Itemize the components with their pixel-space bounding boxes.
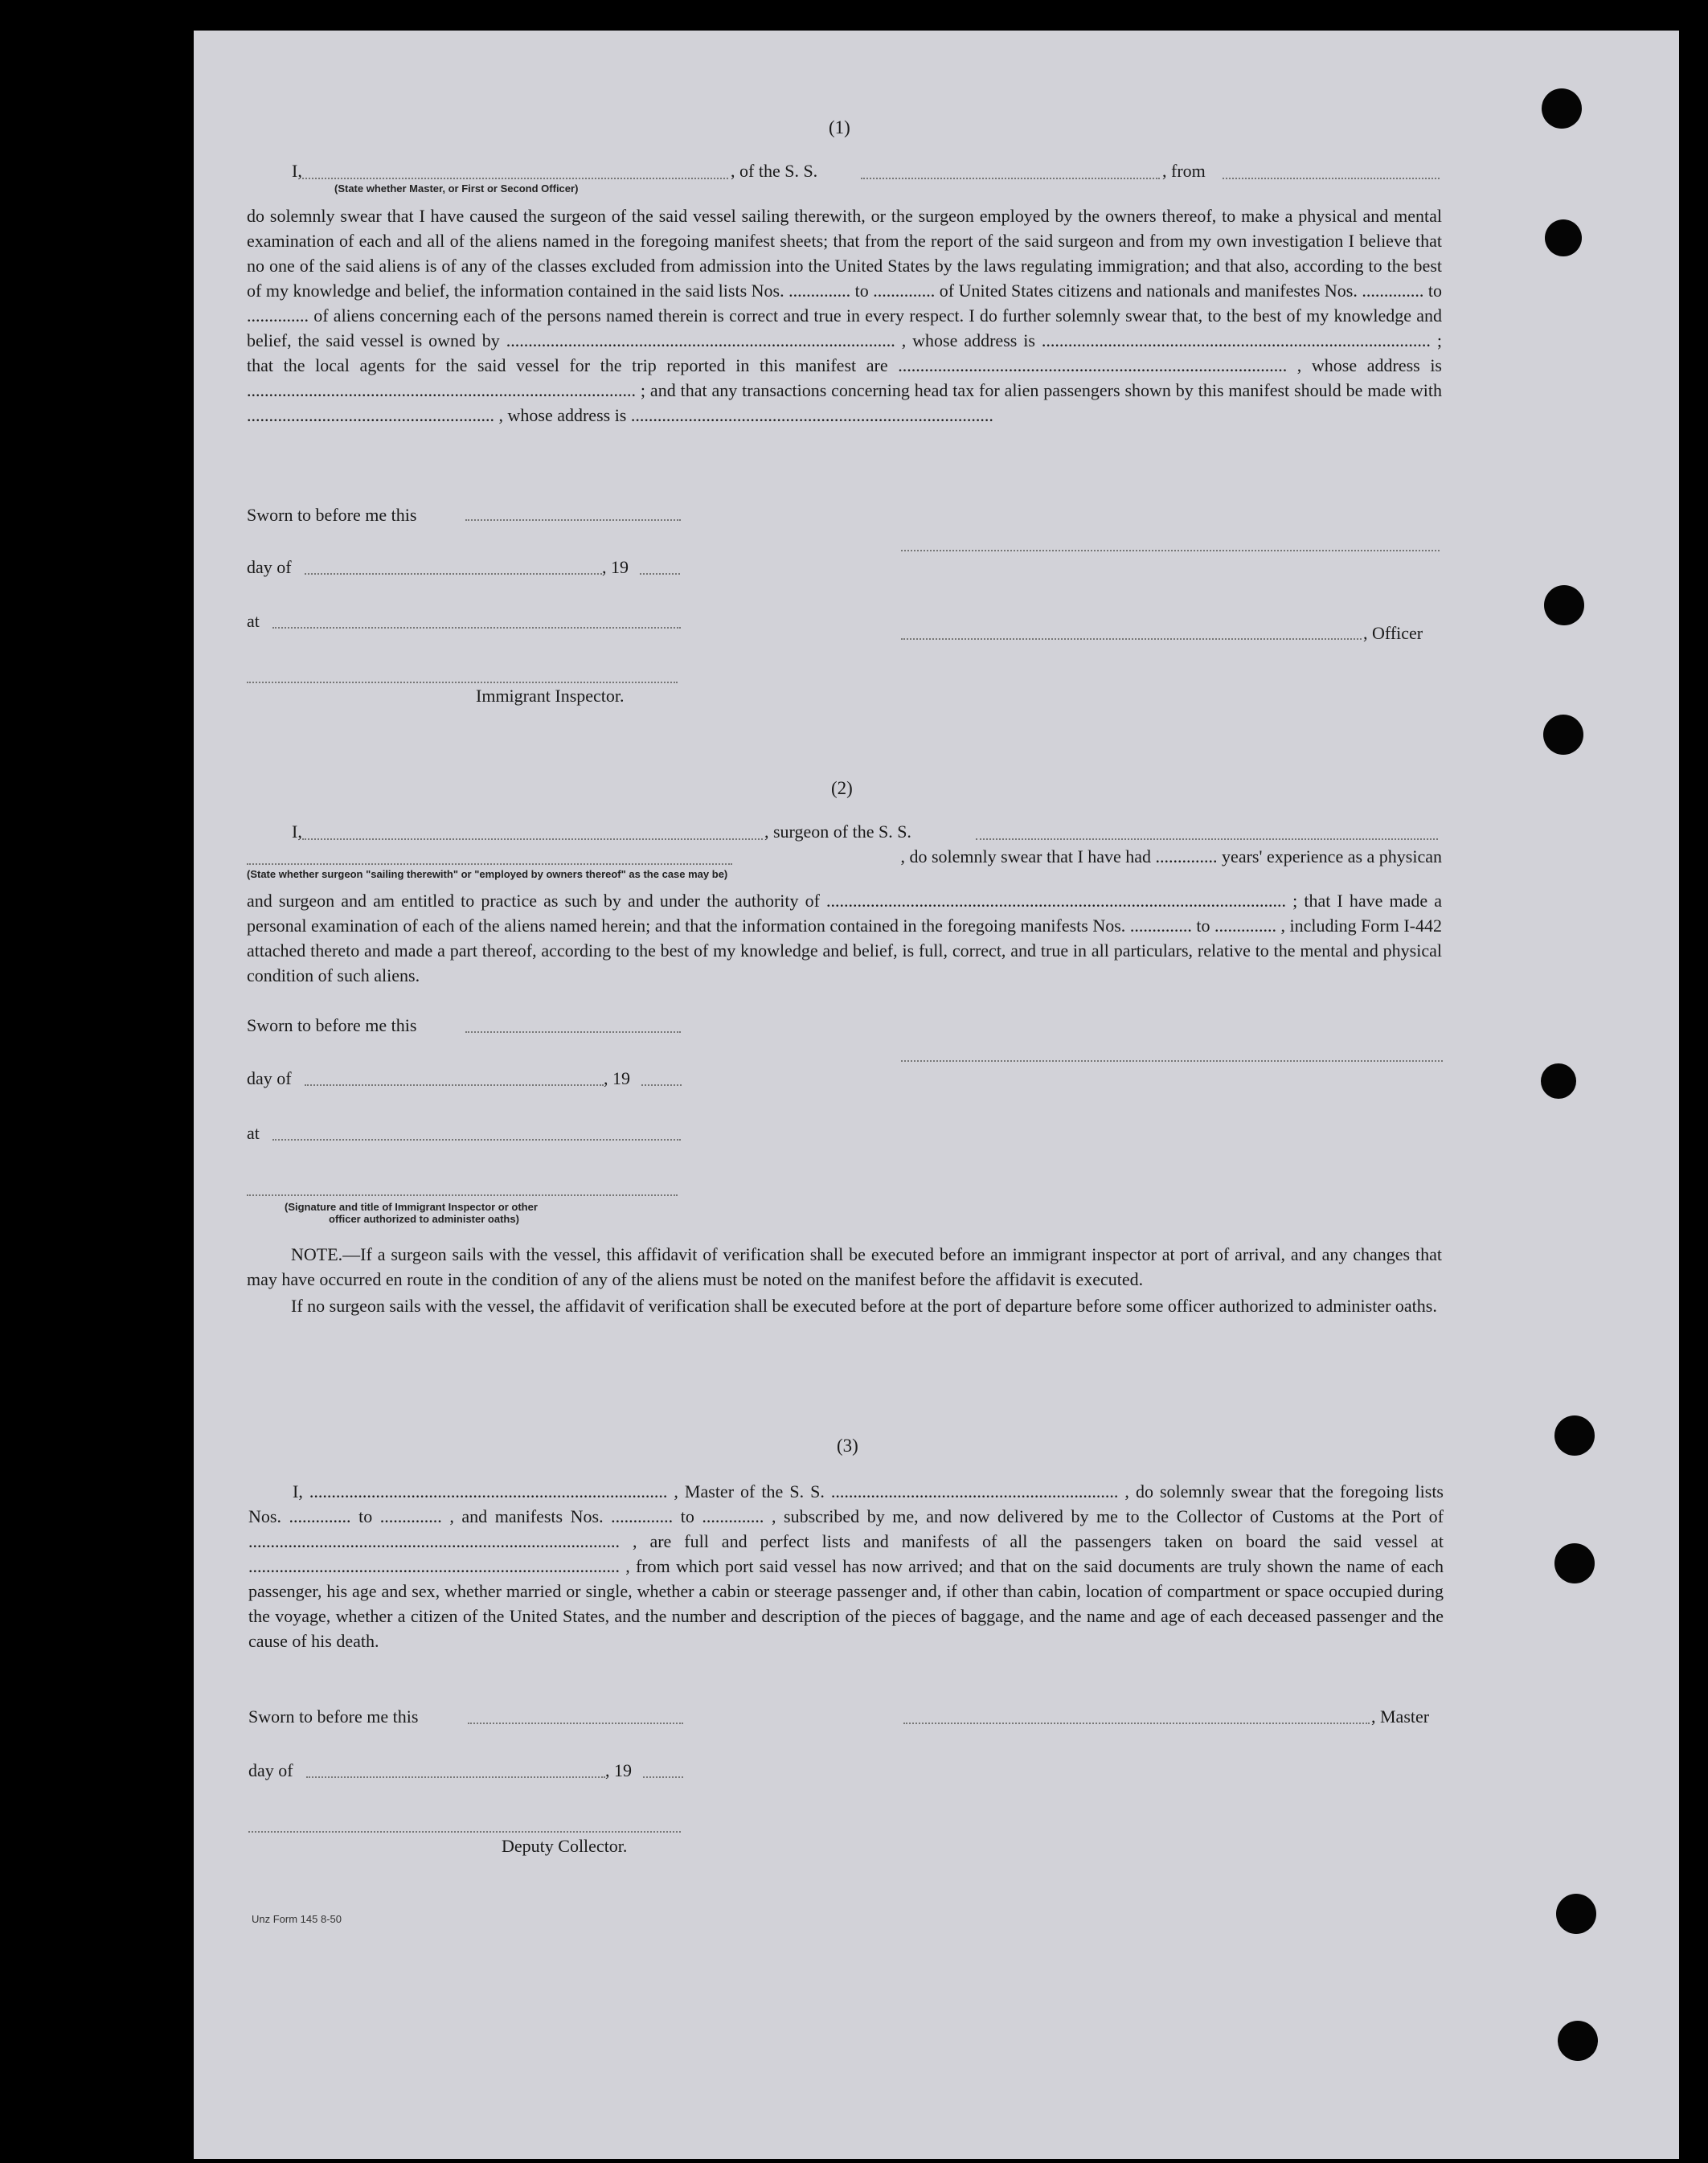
s3-sworn-label: Sworn to before me this — [248, 1706, 419, 1727]
section-2-number: (2) — [831, 778, 853, 798]
s2-ship-line[interactable] — [976, 838, 1438, 840]
s1-at-line[interactable] — [272, 627, 681, 629]
note-paragraph-1: NOTE.—If a surgeon sails with the vessel, this affidavit of verification shall be executed before an immigrant inspector at port of arrival, and any changes that may have occurred en route in the condition of any of the aliens must be noted on the manifest before the affidavit is executed. — [247, 1244, 1442, 1289]
binder-hole — [1545, 219, 1582, 256]
s2-surgeon-caption: (State whether surgeon "sailing therewith" or "employed by owners thereof" as the case may be) — [247, 868, 728, 880]
s1-sworn-line[interactable] — [465, 519, 681, 521]
note-paragraph-2: If no surgeon sails with the vessel, the affidavit of verification shall be executed before at the port of departure before some officer authorized to administer oaths. — [291, 1296, 1437, 1316]
s2-signature-line[interactable] — [901, 1060, 1443, 1062]
s1-officer-label: , Officer — [1363, 623, 1423, 643]
s1-officer-line[interactable] — [302, 178, 728, 179]
s1-from-line[interactable] — [1223, 178, 1440, 179]
s3-deputy-line[interactable] — [248, 1831, 681, 1833]
s2-at-line[interactable] — [272, 1139, 681, 1141]
s2-signature-caption-2: officer authorized to administer oaths) — [329, 1213, 519, 1225]
s2-inspector-sign-line[interactable] — [247, 1194, 678, 1196]
s1-year-label: , 19 — [602, 557, 629, 577]
s1-officer-caption: (State whether Master, or First or Second Officer) — [334, 182, 579, 195]
binder-hole — [1558, 2021, 1598, 2061]
s1-oath-text: do solemnly swear that I have caused the surgeon of the said vessel sailing therewith, or the surgeon employed by the owners thereof, to make a physical and mental examination of each and all of the aliens named in the foregoing manifest sheets; that from the report of the said surgeon and from my own investigation I believe that no one of the said aliens is of any of the classes excluded from admission into the United States by the laws regulating immigration; and that also, according to the best of my knowledge and belief, the information contained in the said lists Nos. .............. to .............. of United States citizens and nationals and manifestes Nos. .............. to .............. of aliens concerning each of the persons named therein is correct and true in every respect. I do further solemnly swear that, to the best of my knowledge and belief, the said vessel is owned by ........................................................................................ , whose address is ........................................................................................ ; that the local agents for the said vessel for the trip reported in this manifest are ........................................................................................ , whose address is ........................................................................................ ; and that any transactions concerning head tax for alien passengers shown by this manifest should be made with ........................................................ , whose address is .................................................................................. — [247, 206, 1442, 425]
s1-sworn-label: Sworn to before me this — [247, 505, 417, 525]
s2-day-line[interactable] — [305, 1084, 604, 1086]
s1-day-of-label: day of — [247, 557, 292, 577]
s1-at-label: at — [247, 611, 260, 631]
s3-master-sign-line[interactable] — [903, 1723, 1370, 1724]
s1-officer-sign-line[interactable] — [901, 638, 1362, 640]
s1-of-ss-label: , of the S. S. — [731, 161, 818, 181]
s1-ship-line[interactable] — [861, 178, 1160, 179]
s2-at-label: at — [247, 1123, 260, 1143]
s2-sworn-line[interactable] — [465, 1031, 681, 1033]
s1-inspector-label: Immigrant Inspector. — [476, 686, 625, 706]
s1-signature-line[interactable] — [901, 550, 1440, 551]
s1-inspector-line[interactable] — [247, 682, 678, 683]
s3-sworn-line[interactable] — [468, 1723, 683, 1724]
s1-i-label: I, — [292, 161, 302, 181]
s3-year-label: , 19 — [605, 1760, 632, 1780]
binder-hole — [1556, 1894, 1596, 1934]
binder-hole — [1544, 585, 1584, 625]
section-1-number: (1) — [829, 117, 850, 137]
s3-year-line[interactable] — [643, 1776, 683, 1778]
s2-surgeon-type-line[interactable] — [247, 863, 732, 865]
s1-oath-paragraph — [247, 203, 1442, 428]
s3-oath-paragraph — [248, 1479, 1444, 1653]
form-page — [194, 31, 1679, 2159]
form-number-footer: Unz Form 145 8-50 — [252, 1913, 342, 1925]
s2-year-label: , 19 — [604, 1068, 630, 1088]
s1-from-label: , from — [1162, 161, 1206, 181]
section-3-number: (3) — [837, 1436, 858, 1456]
s3-day-of-label: day of — [248, 1760, 293, 1780]
binder-hole — [1541, 1063, 1576, 1099]
s1-day-line[interactable] — [305, 573, 602, 575]
binder-hole — [1542, 88, 1582, 129]
s3-day-line[interactable] — [306, 1776, 605, 1778]
s2-year-line[interactable] — [641, 1084, 682, 1086]
s3-deputy-label: Deputy Collector. — [502, 1836, 628, 1856]
s2-oath-text: and surgeon and am entitled to practice as such by and under the authority of ........................................................................................................ ; that I have made a personal examination of each of the aliens named herein; and that the information contained in the foregoing manifests Nos. .............. to .............. , including Form I-442 attached thereto and made a part thereof, according to the best of my knowledge and belief, is full, correct, and true in all particulars, relative to the mental and physical condition of such aliens. — [247, 891, 1442, 985]
s2-oath-paragraph — [247, 888, 1442, 988]
s3-master-label: , Master — [1371, 1706, 1430, 1727]
s2-experience-line: , do solemnly swear that I have had .............. years' experience as a physican — [900, 846, 1442, 866]
s3-oath-text: I, ................................................................................. , Master of the S. S. ................................................................. , do solemnly swear that the foregoing lists Nos. .............. to .............. , and manifests Nos. .............. to .............. , subscribed by me, and now delivered by me to the Collector of Customs at the Port of .................................................................................... , are full and perfect lists and manifests of all the passengers taken on board the said vessel at .................................................................................... , from which port said vessel has now arrived; and that on the said documents are truly shown the name of each passenger, his age and sex, whether married or single, whether a cabin or steerage passenger and, if other than cabin, location of compartment or space occupied during the voyage, whether a citizen of the United States, and the number and description of the pieces of baggage, and the name and age of each deceased passenger and the cause of his death. — [248, 1481, 1444, 1651]
s2-name-line[interactable] — [302, 838, 763, 840]
s2-i-label: I, — [292, 821, 302, 842]
binder-hole — [1543, 715, 1583, 755]
note-block — [247, 1242, 1442, 1318]
s2-sworn-label: Sworn to before me this — [247, 1015, 417, 1035]
binder-hole — [1554, 1543, 1595, 1583]
binder-hole — [1554, 1415, 1595, 1456]
s2-day-of-label: day of — [247, 1068, 292, 1088]
s1-year-line[interactable] — [640, 573, 680, 575]
s2-surgeon-ss-label: , surgeon of the S. S. — [764, 821, 911, 842]
s2-signature-caption-1: (Signature and title of Immigrant Inspector or other — [285, 1201, 538, 1213]
